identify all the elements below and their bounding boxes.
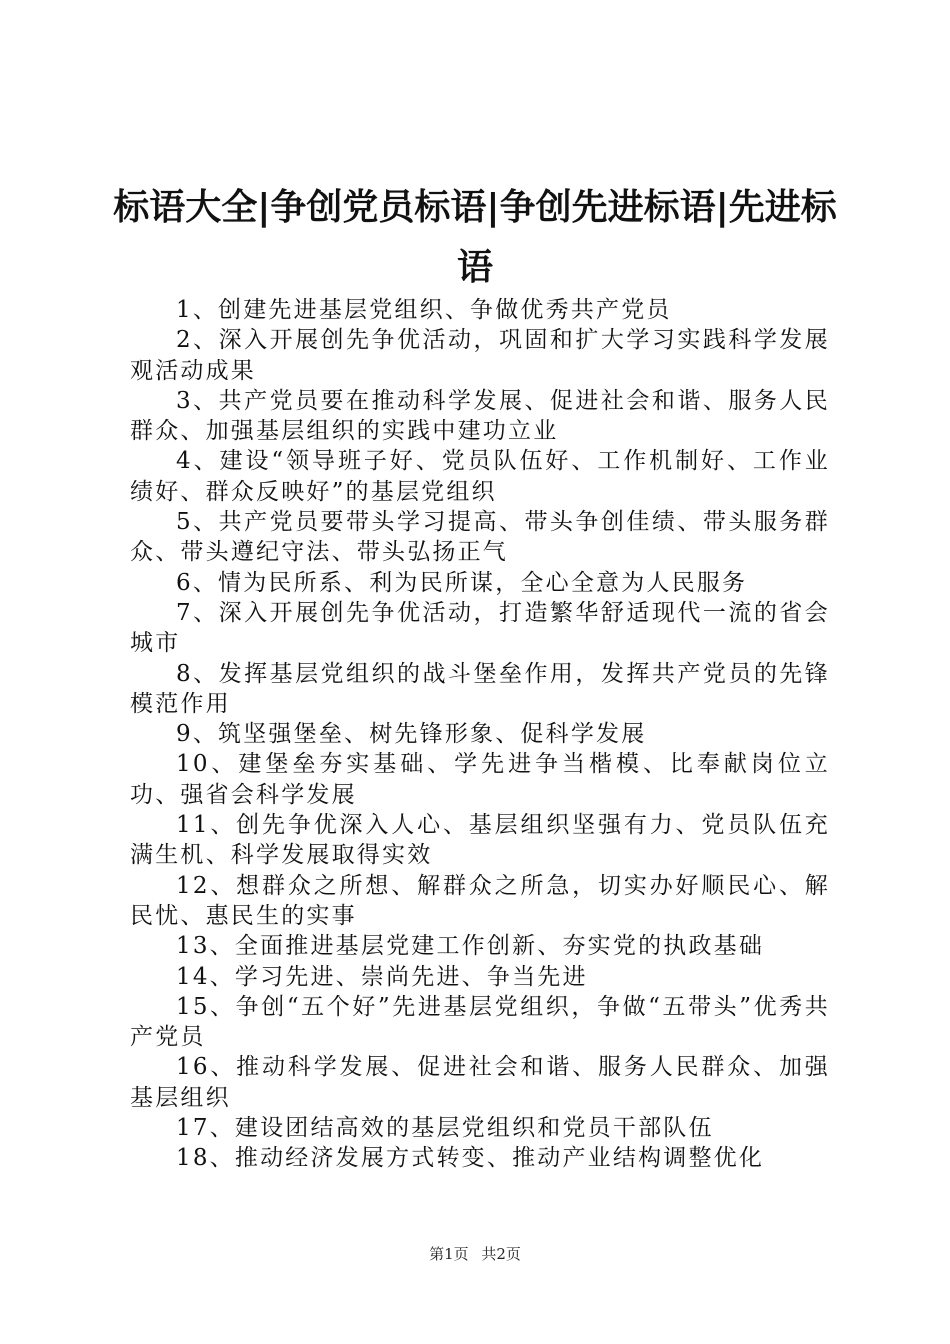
slogan-item: 9、筑坚强堡垒、树先锋形象、促科学发展 bbox=[176, 721, 647, 748]
document-title: 标语大全|争创党员标语|争创先进标语|先进标语 bbox=[113, 187, 837, 288]
slogan-item: 3、共产党员要在推动科学发展、促进社会和谐、服务人民群众、加强基层组织的实践中建功立业 bbox=[130, 387, 830, 445]
page-number-current: 第1页 bbox=[429, 1245, 469, 1263]
slogan-item: 12、想群众之所想、解群众之所急，切实办好顺民心、解民忧、惠民生的实事 bbox=[130, 872, 830, 929]
slogan-item: 2、深入开展创先争优活动，巩固和扩大学习实践科学发展观活动成果 bbox=[130, 327, 830, 384]
slogan-item: 11、创先争优深入人心、基层组织坚强有力、党员队伍充满生机、科学发展取得实效 bbox=[130, 812, 830, 869]
slogan-item: 10、建堡垒夯实基础、学先进争当楷模、比奉献岗位立功、强省会科学发展 bbox=[130, 751, 830, 808]
slogan-item: 13、全面推进基层党建工作创新、夯实党的执政基础 bbox=[176, 933, 765, 960]
slogan-item: 4、建设“领导班子好、党员队伍好、工作机制好、工作业绩好、群众反映好”的基层党组织 bbox=[130, 448, 830, 505]
slogan-item: 16、推动科学发展、促进社会和谐、服务人民群众、加强基层组织 bbox=[130, 1054, 830, 1111]
slogan-item: 1、创建先进基层党组织、争做优秀共产党员 bbox=[176, 297, 672, 323]
slogan-item: 8、发挥基层党组织的战斗堡垒作用，发挥共产党员的先锋模范作用 bbox=[130, 660, 830, 717]
slogan-item: 7、深入开展创先争优活动，打造繁华舒适现代一流的省会城市 bbox=[130, 599, 830, 657]
slogan-item: 5、共产党员要带头学习提高、带头争创佳绩、带头服务群众、带头遵纪守法、带头弘扬正气 bbox=[130, 509, 830, 566]
slogan-item: 14、学习先进、崇尚先进、争当先进 bbox=[176, 963, 588, 990]
page-footer bbox=[0, 1244, 950, 1264]
page-number-total: 共2页 bbox=[481, 1245, 521, 1263]
slogan-item: 15、争创“五个好”先进基层党组织，争做“五带头”优秀共产党员 bbox=[130, 993, 830, 1051]
slogan-item: 17、建设团结高效的基层党组织和党员干部队伍 bbox=[176, 1115, 714, 1142]
slogan-item: 18、推动经济发展方式转变、推动产业结构调整优化 bbox=[176, 1145, 765, 1172]
slogan-list bbox=[130, 295, 830, 1174]
slogan-item: 6、情为民所系、利为民所谋，全心全意为人民服务 bbox=[176, 569, 748, 596]
